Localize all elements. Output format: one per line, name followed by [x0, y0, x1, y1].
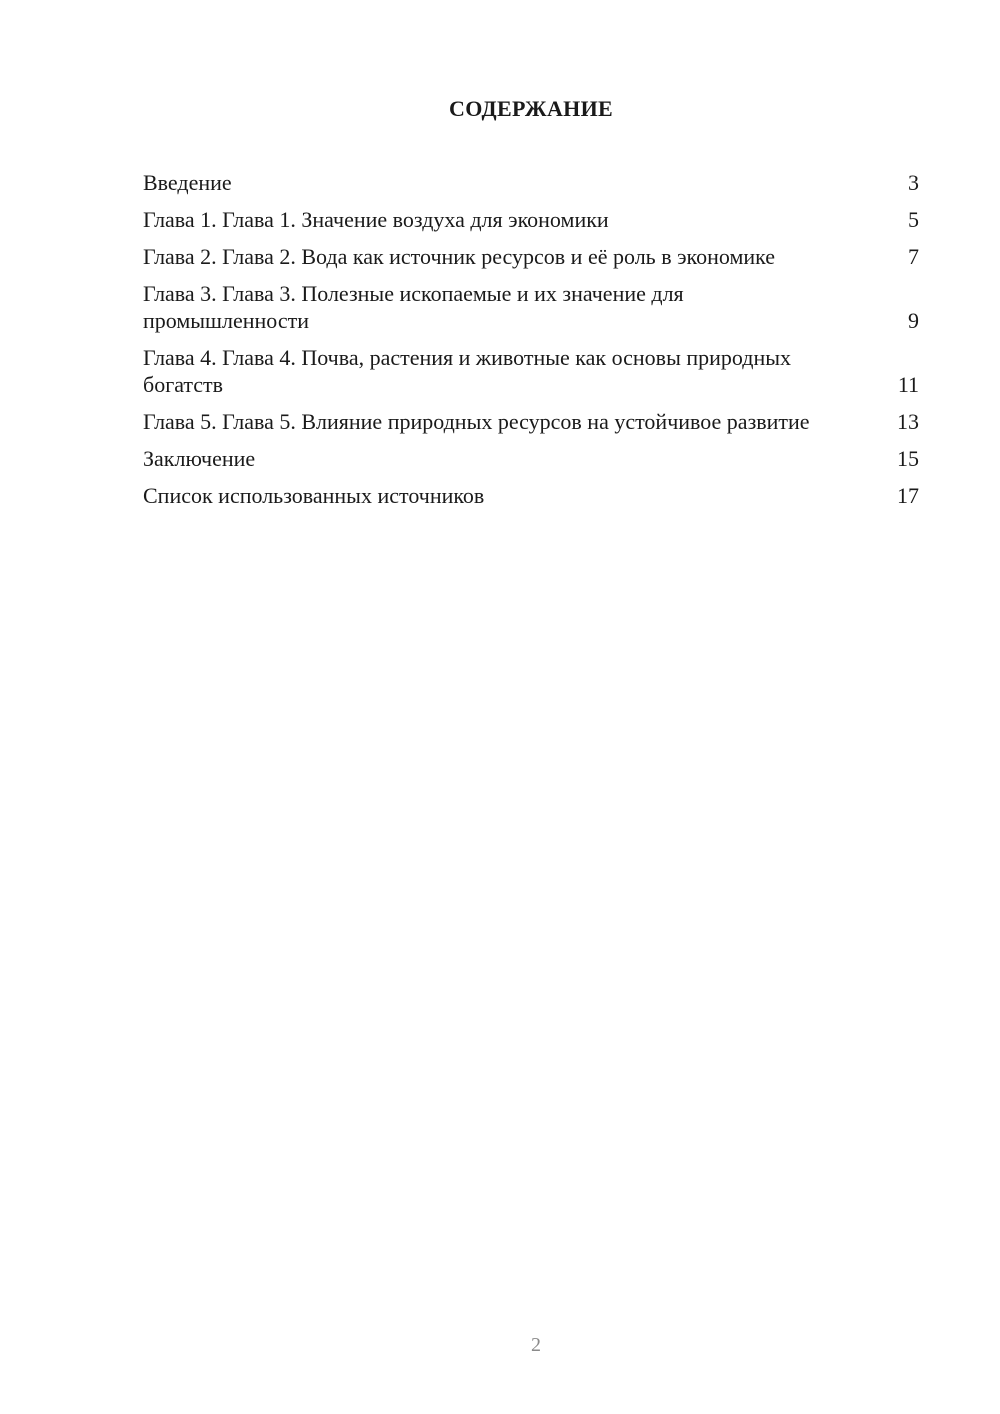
toc-entry-page: 17	[897, 483, 919, 508]
toc-entry-page: 3	[908, 170, 919, 195]
toc-entry-references	[143, 482, 919, 509]
toc-entry-text: Глава 3. Глава 3. Полезные ископаемые и их значение для промышленности	[143, 281, 684, 333]
page-number: 2	[531, 1334, 541, 1356]
toc-entry-chapter-2	[143, 243, 919, 270]
toc-entry-text: Глава 5. Глава 5. Влияние природных ресурсов на устойчивое развитие	[143, 409, 810, 434]
toc-entry-chapter-1	[143, 206, 919, 233]
toc-entry-text: Глава 4. Глава 4. Почва, растения и животные как основы природных богатств	[143, 345, 792, 397]
toc-entry-page: 13	[897, 409, 919, 434]
toc-entry-page: 7	[908, 244, 919, 269]
page-title: СОДЕРЖАНИЕ	[449, 96, 613, 121]
toc-entry-chapter-5	[143, 408, 919, 435]
toc-entry-chapter-3	[143, 280, 919, 334]
toc-entry-text: Список использованных источников	[143, 483, 485, 508]
toc-entry-conclusion	[143, 445, 919, 472]
toc-entry-page: 5	[908, 207, 919, 232]
toc-entry-text: Глава 1. Глава 1. Значение воздуха для экономики	[143, 207, 609, 232]
toc-entry-text: Введение	[143, 170, 232, 195]
toc-entry-page: 9	[908, 308, 919, 333]
toc-entry-text: Заключение	[143, 446, 256, 471]
toc-entry-text: Глава 2. Глава 2. Вода как источник ресурсов и её роль в экономике	[143, 244, 776, 269]
toc-entry-introduction	[143, 169, 919, 196]
toc-entry-page: 15	[897, 446, 919, 471]
toc-entry-chapter-4	[143, 344, 919, 398]
table-of-contents	[143, 169, 919, 519]
toc-entry-page: 11	[897, 372, 919, 397]
